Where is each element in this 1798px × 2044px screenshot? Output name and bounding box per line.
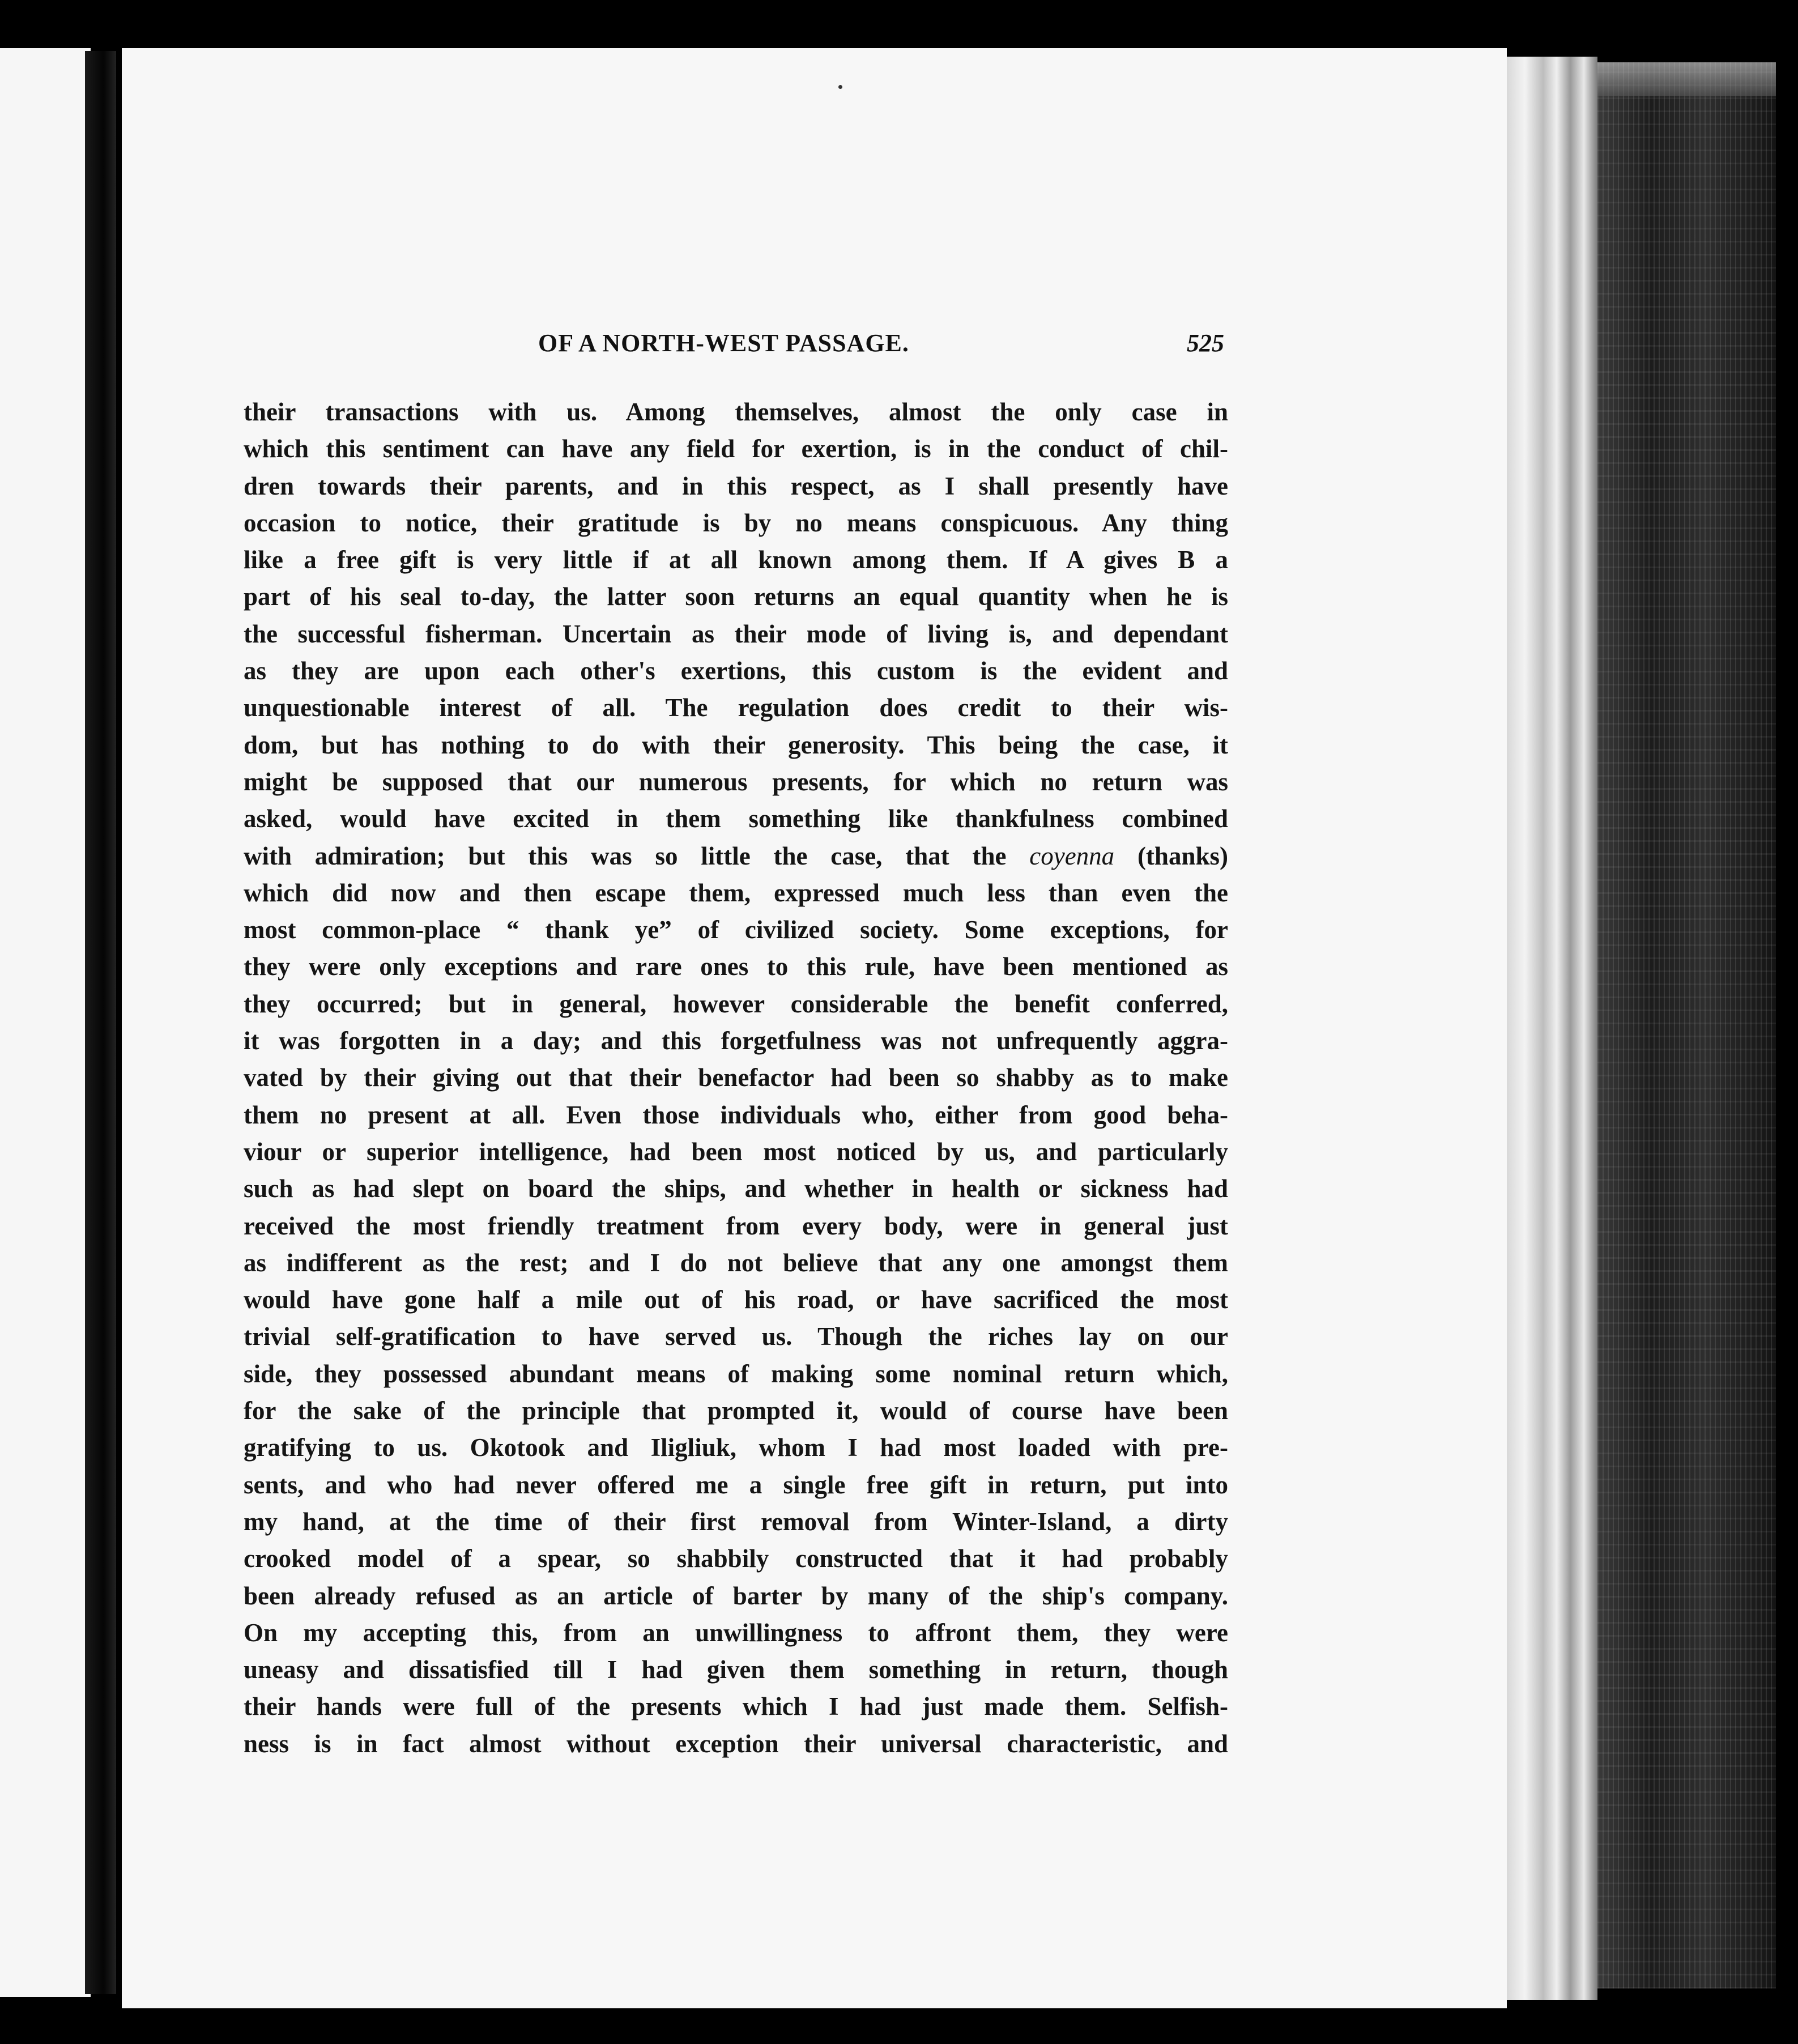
text-line: ness is in fact almost without exception their universal characteristic, and <box>244 1729 1228 1758</box>
body-text <box>244 394 1228 1762</box>
text-line: with admiration; but this was so little the case, that the coyenna (thanks) <box>244 841 1228 870</box>
book-page-block <box>1597 62 1776 1988</box>
text-line: their hands were full of the presents which I had just made them. Selfish- <box>244 1692 1228 1721</box>
text-line: dren towards their parents, and in this respect, as I shall presently have <box>244 471 1228 500</box>
text-line: uneasy and dissatisfied till I had given them something in return, though <box>244 1655 1228 1684</box>
text-line: might be supposed that our numerous presents, for which no return was <box>244 767 1228 796</box>
text-line: occasion to notice, their gratitude is by no means conspicuous. Any thing <box>244 508 1228 537</box>
text-line: most common-place “ thank ye” of civilized society. Some exceptions, for <box>244 915 1228 944</box>
text-line: part of his seal to-day, the latter soon returns an equal quantity when he is <box>244 582 1228 611</box>
text-line: such as had slept on board the ships, and whether in health or sickness had <box>244 1174 1228 1203</box>
text-line: my hand, at the time of their first removal from Winter-Island, a dirty <box>244 1507 1228 1536</box>
book-gutter <box>85 51 116 1994</box>
text-line: would have gone half a mile out of his road, or have sacrificed the most <box>244 1285 1228 1314</box>
book-page <box>122 48 1507 2008</box>
text-line: the successful fisherman. Uncertain as their mode of living is, and dependant <box>244 619 1228 648</box>
text-line: them no present at all. Even those individuals who, either from good beha- <box>244 1100 1228 1129</box>
text-line: trivial self-gratification to have served us. Though the riches lay on our <box>244 1322 1228 1351</box>
text-line: crooked model of a spear, so shabbily constructed that it had probably <box>244 1544 1228 1573</box>
page-number: 525 <box>1187 329 1224 357</box>
text-line: sents, and who had never offered me a single free gift in return, put into <box>244 1470 1228 1499</box>
text-line: dom, but has nothing to do with their generosity. This being the case, it <box>244 730 1228 759</box>
text-line: they occurred; but in general, however considerable the benefit conferred, <box>244 989 1228 1018</box>
text-line: asked, would have excited in them something like thankfulness combined <box>244 804 1228 833</box>
paper-speck <box>838 85 842 89</box>
text-line: viour or superior intelligence, had been most noticed by us, and particularly <box>244 1137 1228 1166</box>
text-line: side, they possessed abundant means of making some nominal return which, <box>244 1359 1228 1388</box>
text-line: it was forgotten in a day; and this forgetfulness was not unfrequently aggra- <box>244 1027 1228 1055</box>
text-line: they were only exceptions and rare ones to this rule, have been mentioned as <box>244 952 1228 981</box>
text-line: unquestionable interest of all. The regulation does credit to their wis- <box>244 693 1228 722</box>
text-line: like a free gift is very little if at all known among them. If A gives B a <box>244 546 1228 574</box>
running-head: OF A NORTH-WEST PASSAGE. <box>538 329 909 357</box>
book-page-block-top <box>1597 62 1776 96</box>
text-line: as indifferent as the rest; and I do not believe that any one amongst them <box>244 1248 1228 1277</box>
text-line: On my accepting this, from an unwillingness to affront them, they were <box>244 1618 1228 1647</box>
text-line: received the most friendly treatment from every body, were in general just <box>244 1211 1228 1240</box>
facing-page-edge <box>0 48 91 1997</box>
text-line: vated by their giving out that their benefactor had been so shabby as to make <box>244 1063 1228 1092</box>
text-line: as they are upon each other's exertions, this custom is the evident and <box>244 657 1228 685</box>
text-line: gratifying to us. Okotook and Iligliuk, whom I had most loaded with pre- <box>244 1433 1228 1462</box>
text-line: which this sentiment can have any field for exertion, is in the conduct of chil- <box>244 435 1228 463</box>
book-edge-light <box>1507 57 1597 2000</box>
text-line: for the sake of the principle that prompted it, would of course have been <box>244 1396 1228 1425</box>
text-line: been already refused as an article of barter by many of the ship's company. <box>244 1581 1228 1610</box>
text-line: their transactions with us. Among themselves, almost the only case in <box>244 398 1228 426</box>
text-line: which did now and then escape them, expressed much less than even the <box>244 878 1228 907</box>
page-header <box>122 329 1507 368</box>
